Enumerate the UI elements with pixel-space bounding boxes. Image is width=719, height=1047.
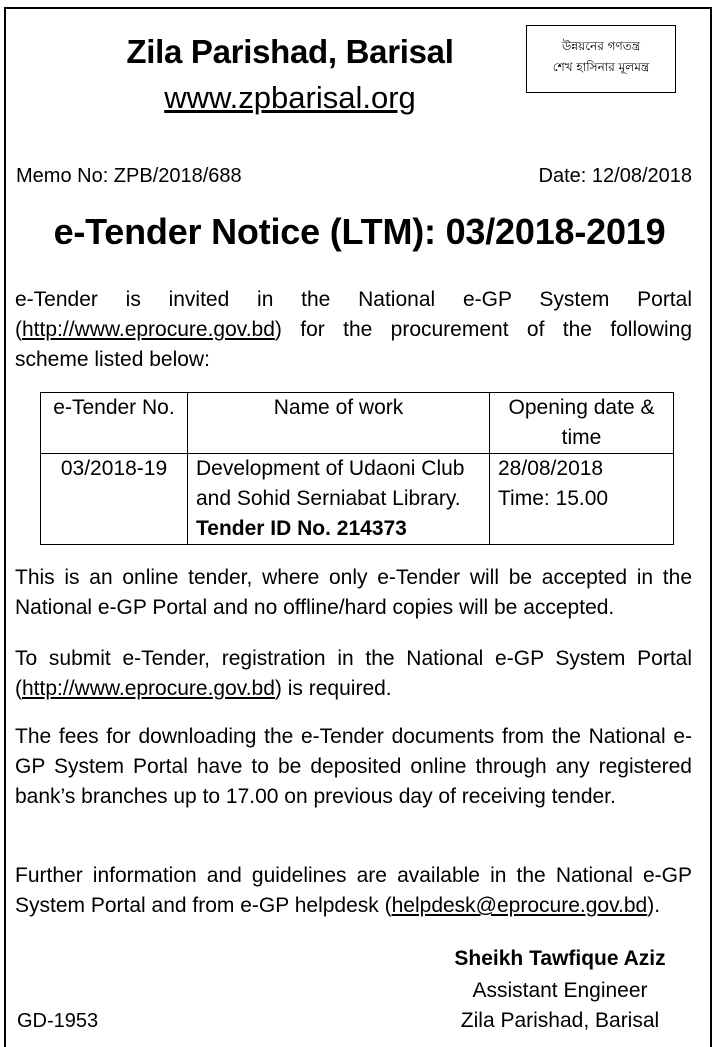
header-name-of-work: Name of work: [188, 393, 490, 454]
cell-opening-date: 28/08/2018: [498, 457, 604, 480]
cell-tender-id: Tender ID No. 214373: [196, 517, 407, 540]
motto-box: [526, 25, 676, 93]
online-tender-paragraph: This is an online tender, where only e-Tender will be accepted in the National e-GP Portal and no offline/hard copies will be accepted.: [15, 566, 692, 619]
cell-opening-time: Time: 15.00: [498, 487, 609, 510]
cell-opening: [490, 454, 674, 545]
cell-tender-no: 03/2018-19: [41, 454, 188, 545]
table-row: [41, 454, 674, 545]
intro-paragraph: [15, 285, 692, 375]
registration-paragraph: [15, 644, 692, 704]
table-header-row: [41, 393, 674, 454]
org-name: Zila Parishad, Barisal: [126, 33, 454, 70]
memo-number: Memo No: ZPB/2018/688: [16, 165, 242, 187]
header-opening-date: Opening date & time: [490, 393, 674, 454]
fees-paragraph: The fees for downloading the e-Tender documents from the National e-GP System Portal have to be deposited online through any registered bank’s branches up to 17.00 on previous day of receiving tender.: [15, 725, 692, 808]
further-info-paragraph: [15, 861, 692, 921]
signatory-name: Sheikh Tawfique Aziz: [454, 947, 666, 970]
signatory-office: Zila Parishad, Barisal: [460, 1009, 660, 1032]
tender-table: [40, 392, 674, 545]
header-tender-no: e-Tender No.: [41, 393, 188, 454]
eprocure-link[interactable]: http://www.eprocure.gov.bd: [22, 318, 275, 341]
motto-line-2: শেখ হাসিনার মূলমন্ত্র: [552, 60, 650, 74]
further-text-start: Further information and guidelines are available in the National e-GP System Portal and from e-GP helpdesk (: [15, 864, 692, 917]
signatory-title: Assistant Engineer: [472, 979, 648, 1002]
intro-text-start: e-Tender is invited in the National e-GP System Portal (: [15, 288, 692, 341]
cell-work: [188, 454, 490, 545]
registration-text-end: ) is required.: [274, 677, 392, 700]
cell-work-name: Development of Udaoni Club and Sohid Serniabat Library.: [196, 457, 465, 510]
intro-text-end: ) for the procurement of the following scheme listed below:: [15, 318, 692, 371]
footer-code: GD-1953: [17, 1010, 99, 1032]
helpdesk-email-link[interactable]: helpdesk@eprocure.gov.bd: [391, 894, 648, 917]
registration-text-start: To submit e-Tender, registration in the National e-GP System Portal (: [15, 647, 692, 700]
motto-line-1: উন্নয়নের গণতন্ত্র: [561, 39, 641, 53]
registration-link[interactable]: http://www.eprocure.gov.bd: [22, 677, 275, 700]
memo-date: Date: 12/08/2018: [538, 165, 692, 187]
org-website-link[interactable]: www.zpbarisal.org: [164, 80, 416, 115]
notice-title: e-Tender Notice (LTM): 03/2018-2019: [53, 211, 666, 252]
further-text-end: ).: [647, 894, 661, 917]
